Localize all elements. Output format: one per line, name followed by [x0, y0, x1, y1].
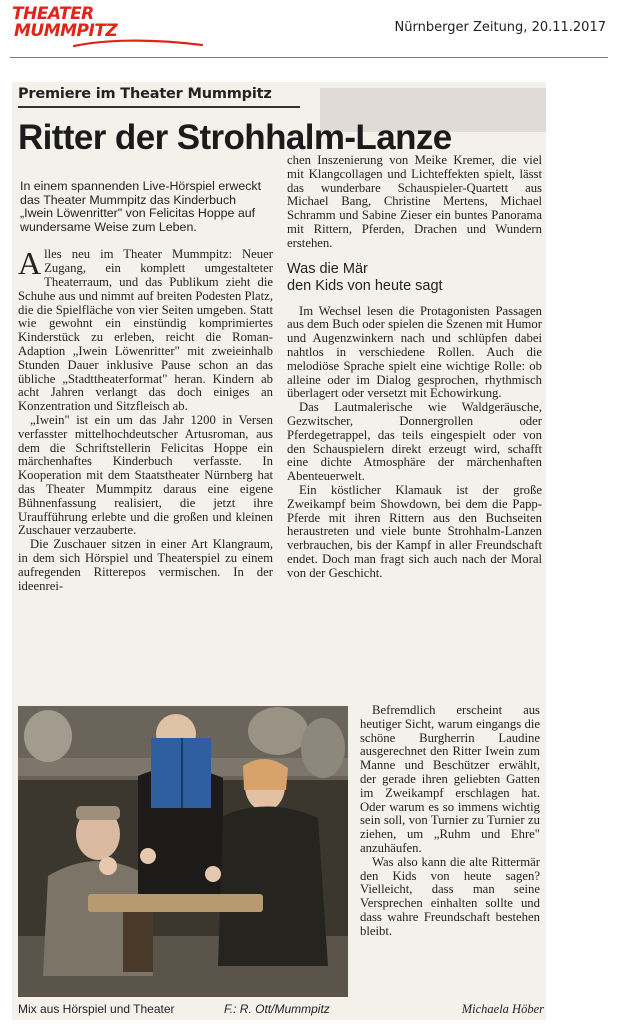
article-paragraph-5: Im Wechsel lesen die Protagonisten Passagen aus dem Buch oder spielen die Szenen mit Humor und Augenzwinkern nach und schlüpfen dabei nahtlos in verschiedene Rollen. Auch die melodiöse Sprache spielt eine wichtige Rolle: ob alleine oder im Dialog gesprochen, rhythmisch überlagert oder versetzt mit Echowirkung.: [287, 303, 542, 401]
newspaper-clipping: [12, 82, 546, 1020]
article-column-right: [287, 154, 542, 581]
article-kicker: Premiere im Theater Mummpitz: [18, 86, 272, 102]
subheading-line-2: den Kids von heute sagt: [287, 277, 443, 294]
article-paragraph-9: Was also kann die alte Rittermär den Kids von heute sagen? Vielleicht, dass man seine Versprechen einhalten sollte und dass wahre Freundschaft bestehen bleibt.: [360, 854, 540, 938]
article-column-left: [18, 180, 273, 593]
caption-bar: [18, 1002, 546, 1018]
subheading-line-1: Was die Mär: [287, 260, 368, 277]
article-lead: In einem spannenden Live-Hörspiel erweckt das Theater Mummpitz das Kinderbuch „Iwein Löwenritter" von Felicitas Hoppe auf wundersame Weise zum Leben.: [20, 179, 262, 234]
photo-caption: Mix aus Hörspiel und Theater: [18, 1002, 175, 1016]
article-headline: Ritter der Strohhalm-Lanze: [18, 118, 452, 157]
article-paragraph-2: „Iwein" ist ein um das Jahr 1200 in Versen verfasster mittelhochdeutscher Artusroman, aus dem die Schriftstellerin Felicitas Hoppe ein märchenhaftes Kinderbuch verfasste. In Kooperation mit dem Staatstheater Nürnberg hat das Theater Mummpitz daraus eine eigene Bühnenfassung realisiert, die jetzt ihre Uraufführung erlebte und die großen und kleinen Zuschauer verzauberte.: [18, 412, 273, 538]
stage-photo-illustration: [18, 706, 348, 997]
article-paragraph-1: [18, 245, 273, 414]
article-paragraph-8: Befremdlich erscheint aus heutiger Sicht, warum eingangs die schöne Burgherrin Laudine ausgerechnet den Ritter Iwein zum Manne und Beschützer erwählt, der gerade ihren geliebten Gatten im Zweikampf erschlagen hat. Oder warum es so immens wichtig sein soll, von Turnier zu Turnier zu ziehen, um „Ruhm und Ehre" anzuhäufen.: [360, 703, 540, 855]
kicker-underline: [18, 106, 300, 108]
theater-mummpitz-logo[interactable]: [12, 6, 172, 48]
source-citation: Nürnberger Zeitung, 20.11.2017: [394, 20, 606, 35]
logo-swoosh-icon: [72, 36, 204, 50]
paragraph-1-text: lles neu im Theater Mummpitz: Neuer Zugang, ein komplett umgestalteter Theaterraum, und das Publikum zieht die Schuhe aus und nimmt auf breiten Podesten Platz, die die Spielfläche von vier Seiten umgeben. Statt wie gewohnt ein einstündig komprimiertes Kinderstück zu erleben, reicht die Roman-Adaption „Iwein Löwenritter" mit zweieinhalb Stunden Dauer inklusive Pause schon an das übliche „Stadttheaterformat" heran. Kindern ab acht Jahren verlangt das doch einiges an Konzentration und Sitzfleisch ab.: [18, 247, 273, 414]
article-column-right-lower: [360, 704, 540, 939]
logo-line-2: MUMMPITZ: [14, 21, 118, 41]
article-paragraph-6: Das Lautmalerische wie Waldgeräusche, Gezwitscher, Donnergrollen oder Pferdegetrappel, das teils eingespielt oder von den Schauspielern direkt erzeugt wird, schafft eine dichte Atmosphäre der märchenhaften Abenteuerwelt.: [287, 400, 542, 484]
header-divider: [10, 57, 608, 58]
article-paragraph-7: Ein köstlicher Klamauk ist der große Zweikampf beim Showdown, bei dem die Papp-Pferde mit ihren Rittern aus den Buchseiten heraustreten und viele bunte Strohhalm-Lanzen verbrauchen, bis der Kampf in aller Freundschaft endet. Doch man fragt sich auch nach der Moral von der Geschicht.: [287, 482, 542, 580]
logo-line-1: THEATER: [12, 4, 94, 24]
article-subheading: [287, 261, 542, 295]
drop-cap: A: [18, 245, 42, 282]
article-paragraph-4: chen Inszenierung von Meike Kremer, die viel mit Klangcollagen und Lichteffekten spielt, lässt das wunderbare Schauspieler-Quartett aus Michael Bang, Christine Mertens, Michael Schramm und Sabine Zieser ein buntes Panorama mit Rittern, Pferden, Drachen und Wundern erstehen.: [287, 153, 542, 250]
photo-credit: F.: R. Ott/Mummpitz: [224, 1002, 330, 1016]
page-header: [0, 0, 618, 62]
stage-photo: [18, 706, 348, 997]
article-author: Michaela Höber: [461, 1002, 544, 1016]
article-paragraph-3: Die Zuschauer sitzen in einer Art Klangraum, in dem sich Hörspiel und Theaterspiel zu einem aufregenden Ritterepos vermischen. In der ideenrei-: [18, 537, 273, 593]
